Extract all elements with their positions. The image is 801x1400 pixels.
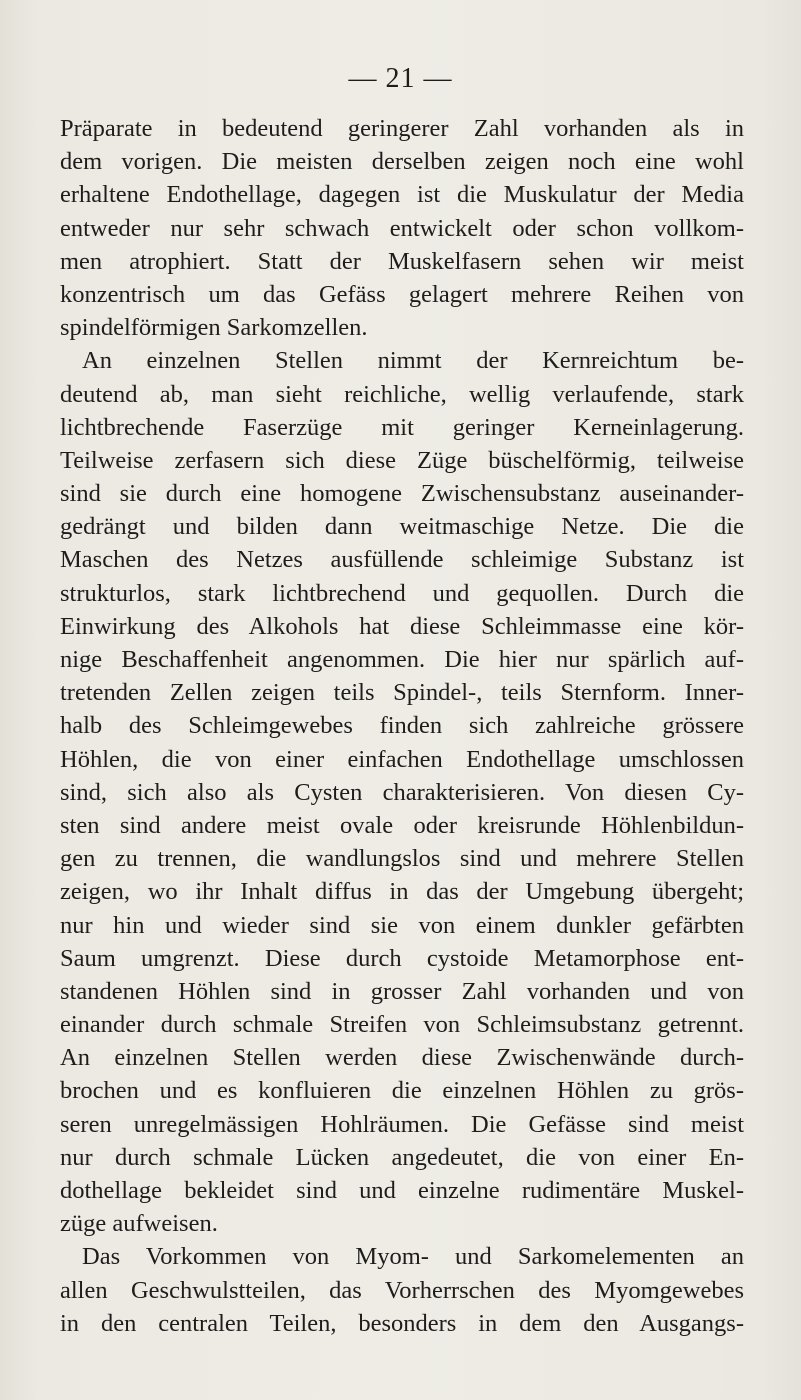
text-line: halb des Schleimgewebes finden sich zahlreiche grössere (60, 712, 744, 740)
text-line: Das Vorkommen von Myom- und Sarkomelementen an (82, 1243, 744, 1271)
text-line: sind sie durch eine homogene Zwischensubstanz auseinander- (60, 480, 744, 508)
text-line: dem vorigen. Die meisten derselben zeigen noch eine wohl (60, 148, 744, 176)
text-line: sind, sich also als Cysten charakterisieren. Von diesen Cy- (60, 778, 744, 806)
text-line: nige Beschaffenheit angenommen. Die hier nur spärlich auf- (60, 646, 744, 673)
text-line: Einwirkung des Alkohols hat diese Schleimmasse eine kör- (60, 612, 744, 640)
text-line: deutend ab, man sieht reichliche, wellig verlaufende, stark (60, 380, 744, 408)
text-line: in den centralen Teilen, besonders in dem den Ausgangs- (60, 1309, 744, 1337)
text-line: standenen Höhlen sind in grosser Zahl vorhanden und von (60, 977, 744, 1005)
text-line: spindelförmigen Sarkomzellen. (60, 314, 368, 342)
text-line: men atrophiert. Statt der Muskelfasern sehen wir meist (60, 247, 744, 275)
text-line: sten sind andere meist ovale oder kreisrunde Höhlenbildun- (60, 811, 744, 839)
text-line: zeigen, wo ihr Inhalt diffus in das der Umgebung übergeht; (60, 878, 744, 906)
text-line: allen Geschwulstteilen, das Vorherrschen des Myomgewebes (60, 1276, 744, 1304)
body-text (60, 112, 744, 1340)
text-line: Präparate in bedeutend geringerer Zahl vorhanden als in (60, 115, 744, 142)
text-line: einander durch schmale Streifen von Schleimsubstanz getrennt. (60, 1011, 744, 1039)
text-line: züge aufweisen. (60, 1210, 218, 1238)
text-line: Saum umgrenzt. Diese durch cystoide Metamorphose ent- (60, 944, 744, 972)
text-line: An einzelnen Stellen nimmt der Kernreichtum be- (82, 347, 744, 375)
text-line: gen zu trennen, die wandlungslos sind und mehrere Stellen (60, 845, 744, 873)
text-line: strukturlos, stark lichtbrechend und gequollen. Durch die (60, 579, 744, 607)
text-line: brochen und es konfluieren die einzelnen Höhlen zu grös- (60, 1077, 744, 1105)
text-line: An einzelnen Stellen werden diese Zwischenwände durch- (60, 1044, 744, 1072)
text-line: Maschen des Netzes ausfüllende schleimige Substanz ist (60, 546, 744, 574)
text-line: seren unregelmässigen Hohlräumen. Die Gefässe sind meist (60, 1110, 744, 1138)
text-line: lichtbrechende Faserzüge mit geringer Kerneinlagerung. (60, 413, 744, 441)
page-number: — 21 — (348, 63, 453, 94)
text-line: Höhlen, die von einer einfachen Endothellage umschlossen (60, 745, 744, 773)
text-line: nur hin und wieder sind sie von einem dunkler gefärbten (60, 911, 744, 939)
text-line: gedrängt und bilden dann weitmaschige Netze. Die die (60, 513, 744, 541)
text-line: entweder nur sehr schwach entwickelt oder schon vollkom- (60, 214, 744, 242)
text-line: Teilweise zerfasern sich diese Züge büschelförmig, teilweise (60, 446, 744, 474)
text-line: nur durch schmale Lücken angedeutet, die von einer En- (60, 1143, 744, 1171)
text-line: erhaltene Endothellage, dagegen ist die Muskulatur der Media (60, 181, 744, 209)
text-line: tretenden Zellen zeigen teils Spindel-, teils Sternform. Inner- (60, 679, 744, 707)
text-line: konzentrisch um das Gefäss gelagert mehrere Reihen von (60, 280, 744, 308)
text-line: dothellage bekleidet sind und einzelne rudimentäre Muskel- (60, 1177, 744, 1204)
